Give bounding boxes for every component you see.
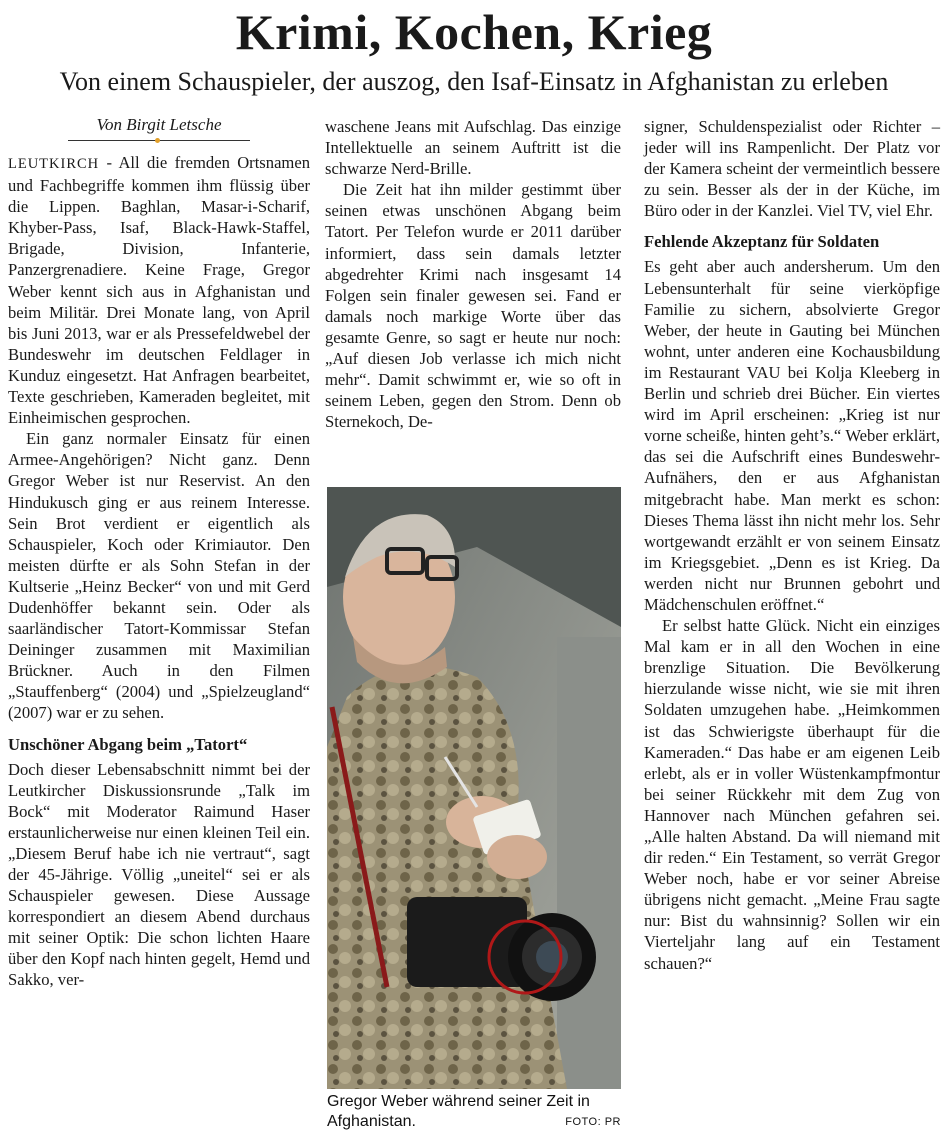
subheadline: Von einem Schauspieler, der auszog, den Isaf-Einsatz in Afghanistan zu erleben	[59, 67, 889, 96]
article-paragraph: waschene Jeans mit Aufschlag. Das einzige Intellektuelle an seinem Auftritt ist die schwarze Nerd-Brille.	[325, 117, 621, 179]
article-paragraph: signer, Schuldenspezialist oder Richter – jeder will ins Rampenlicht. Der Platz vor der Kamera scheint der vermeintlich bessere zu sein. Besser als der in der Küche, im Büro oder in der Kanzlei. Viel TV, viel Ehr.	[644, 117, 940, 221]
section-heading: Fehlende Akzeptanz für Soldaten	[644, 232, 880, 252]
article-column-3	[644, 116, 940, 974]
article-paragraph: Doch dieser Lebensabschnitt nimmt bei der Leutkircher Diskussionsrunde „Talk im Bock“ mit Moderator Raimund Haser erstaunlicherweise nur einen kleinen Teil ein. „Diesem Beruf habe ich nie vertraut“, sagt der 45-Jährige. Völlig „uneitel“ sei er als Schauspieler gewesen. Diese Aussage korrespondiert an diesem Abend durchaus mit seiner Optik: Die schon lichten Haare über den Kopf nach hinten gegelt, Hemd und Sakko, ver-	[8, 759, 310, 990]
caption-text: Gregor Weber während seiner Zeit in Afghanistan.	[327, 1093, 590, 1130]
photo-credit: FOTO: PR	[565, 1116, 621, 1128]
byline-rule	[68, 140, 250, 141]
article-paragraph: Es geht aber auch andersherum. Um den Lebensunterhalt für seine vierköpfige Familie zu sichern, absolvierte Gregor Weber, der heute in Gauting bei München wohnt, unter anderen eine Kochausbildung im Restaurant VAU bei Kolja Kleeberg in Berlin und schrieb drei Bücher. Ein viertes wird im April erscheinen: „Krieg ist nur vorne scheiße, hinten geht’s.“ Weber erklärt, das sei die Aufschrift eines Bundeswehr-Aufnähers, den er aus Afghanistan mitgebracht habe. Man merkt es schon: Dieses Thema lässt ihn nicht mehr los. Sehr wortgewandt erzählt er von seinem Einsatz im Kriegsgebiet. „Denn es ist Krieg. Da werden nicht nur Brunnen gebohrt und Mädchenschulen eröffnet.“	[644, 257, 940, 614]
section-heading: Unschöner Abgang beim „Tatort“	[8, 734, 248, 754]
paragraph-text: - All die fremden Ortsnamen und Fachbegriffe kommen ihm flüssig über die Lippen. Baghlan, Masar-i-Scharif, Khyber-Pass, Isaf, Black-Hawk-Staffel, Brigade, Division, Infanterie, Panzergrenadiere. Keine Frage, Gregor Weber kennt sich aus in Afghanistan und beim Militär. Drei Monate lang, von April bis Juni 2013, war er als Pressefeldwebel der Bundeswehr im deutschen Feldlager in Kunduz eingesetzt. Hat Anfragen bearbeitet, Texte geschrieben, Kameraden begleitet, mit Einheimischen gesprochen.	[8, 153, 310, 428]
article-paragraph: Ein ganz normaler Einsatz für einen Armee-Angehörigen? Nicht ganz. Denn Gregor Weber ist nur Reservist. An den Hindukusch ging er aus reinem Interesse. Sein Brot verdient er eigentlich als Schauspieler, Koch oder Krimiautor. Den meisten dürfte er als Sohn Stefan in der Kultserie „Heinz Becker“ von und mit Gerd Dudenhöffer bekannt sein. Oder als saarländischer Tatort-Kommissar Stefan Deininger zusammen mit Maximilian Brückner. Auch in den Filmen „Stauffenberg“ (2004) und „Spielzeugland“ (2007) war er zu sehen.	[8, 429, 310, 723]
byline-block	[8, 116, 310, 144]
dateline: LEUTKIRCH	[8, 156, 100, 172]
byline: Von Birgit Letsche	[96, 115, 222, 134]
article-paragraph: Die Zeit hat ihn milder gestimmt über seinen etwas unschönen Abgang beim Tatort. Per Telefon wurde er 2011 darüber informiert, dass sein damals letzter abgedrehter Krimi nach insgesamt 14 Folgen sein finaler gewesen sei. Fand er damals noch markige Worte über das gesamte Genre, so sagt er heute nur noch: „Auf diesen Job verlasse ich mich nicht mehr“. Damit schwimmt er, wie so oft in seinem Leben, gegen den Strom. Denn ob Sternekoch, De-	[325, 180, 621, 432]
article-photo	[327, 487, 621, 1089]
photo-caption	[327, 1092, 621, 1132]
article-column-2	[325, 116, 621, 432]
byline-dot-icon	[155, 138, 160, 143]
headline: Krimi, Kochen, Krieg	[235, 4, 713, 60]
article-paragraph	[8, 152, 310, 428]
article-paragraph: Er selbst hatte Glück. Nicht ein einziges Mal kam er in all den Wochen in eine brenzlige Situation. Die Bevölkerung hierzulande wisse nicht, wie sie mit ihren Soldaten umzugehen habe. „Heimkommen ist das Schwierigste überhaupt für die Kameraden.“ Das habe er am eigenen Leib erlebt, als er in voller Wüstenkampfmontur bei seiner Rückkehr mit dem Zug von Hannover nach München gefahren sei. „Alle halten Abstand. Da will niemand mit dir reden.“ Ein Testament, so verrät Gregor Weber noch, habe er vor seiner Abreise übrigens nicht gemacht. „Meine Frau sagte nur: Bist du wahnsinnig? Sollen wir ein Vierteljahr lang auf ein Testament schauen?“	[644, 616, 940, 973]
article-column-1	[8, 152, 310, 991]
